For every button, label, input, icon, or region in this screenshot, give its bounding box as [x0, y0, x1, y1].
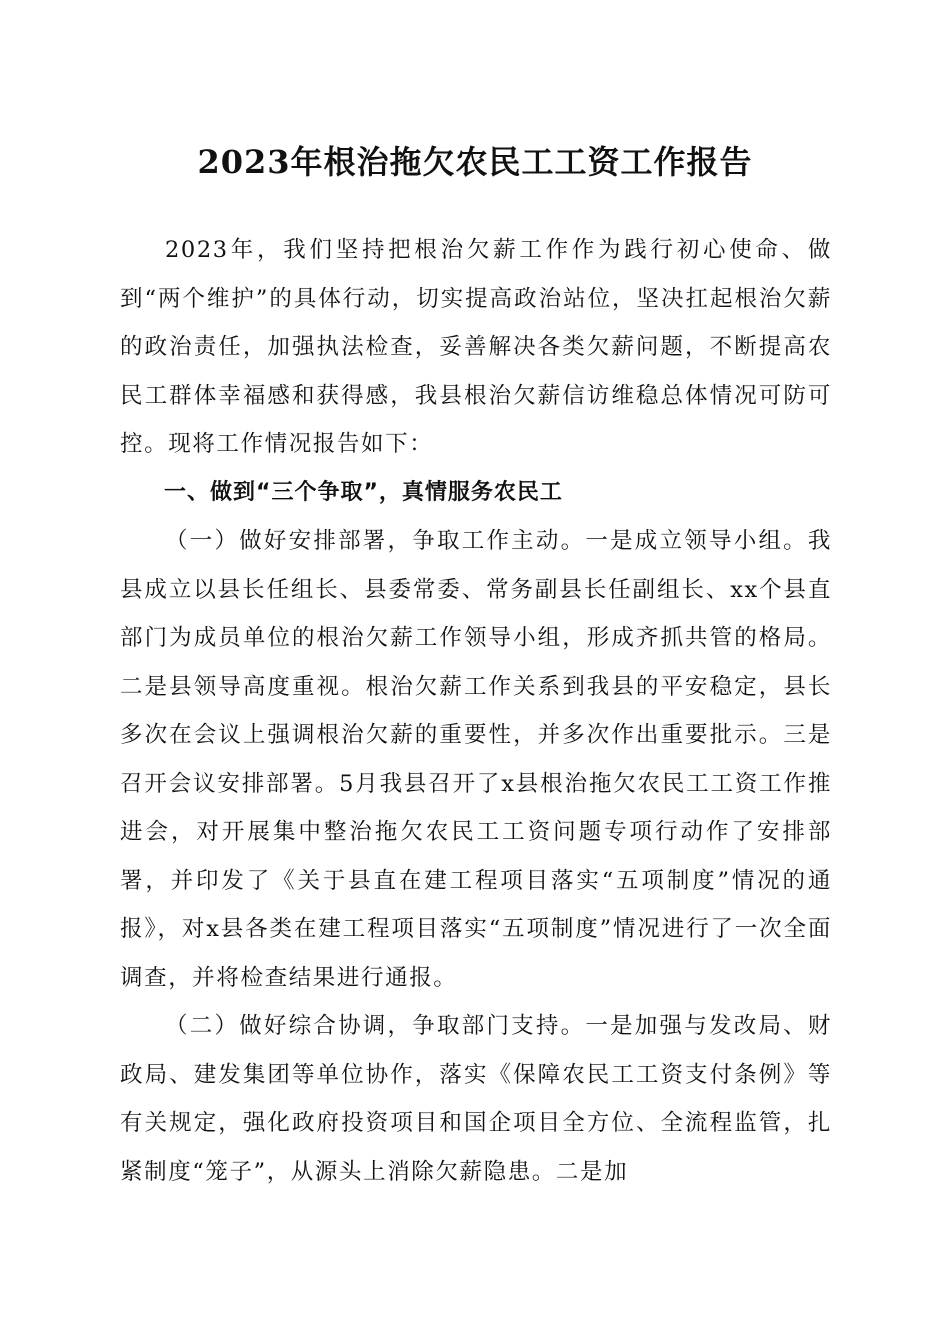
subsection-2-body: 一是加强与发改局、财政局、建发集团等单位协作，落实《保障农民工工资支付条例》等有关规定，强化政府投资项目和国企项目全方位、全流程监管，扎紧制度“笼子”，从源头上消除欠薪隐患。二是加 — [120, 1013, 832, 1185]
document-body — [120, 226, 832, 1196]
subsection-2-paragraph — [120, 1002, 832, 1196]
subsection-2-lead: （二）做好综合协调，争取部门支持。 — [165, 1013, 586, 1039]
subsection-1-body: 一是成立领导小组。我县成立以县长任组长、县委常委、常务副县长任副组长、xx个县直部门为成员单位的根治欠薪工作领导小组，形成齐抓共管的格局。二是县领导高度重视。根治欠薪工作关系到我县的平安稳定，县长多次在会议上强调根治欠薪的重要性，并多次作出重要批示。三是召开会议安排部署。5月我县召开了x县根治拖欠农民工工资工作推进会，对开展集中整治拖欠农民工工资问题专项行动作了安排部署，并印发了《关于县直在建工程项目落实“五项制度”情况的通报》，对x县各类在建工程项目落实“五项制度”情况进行了一次全面调查，并将检查结果进行通报。 — [120, 528, 832, 991]
subsection-1-paragraph — [120, 517, 832, 1002]
subsection-1-lead: （一）做好安排部署，争取工作主动。 — [165, 528, 586, 554]
intro-paragraph: 2023年，我们坚持把根治欠薪工作作为践行初心使命、做到“两个维护”的具体行动，切实提高政治站位，坚决扛起根治欠薪的政治责任，加强执法检查，妥善解决各类欠薪问题，不断提高农民工群体幸福感和获得感，我县根治欠薪信访维稳总体情况可防可控。现将工作情况报告如下： — [120, 237, 832, 457]
document-title: 2023年根治拖欠农民工工资工作报告 — [197, 143, 753, 181]
section-heading: 一、做到“三个争取”，真情服务农民工 — [164, 479, 563, 505]
